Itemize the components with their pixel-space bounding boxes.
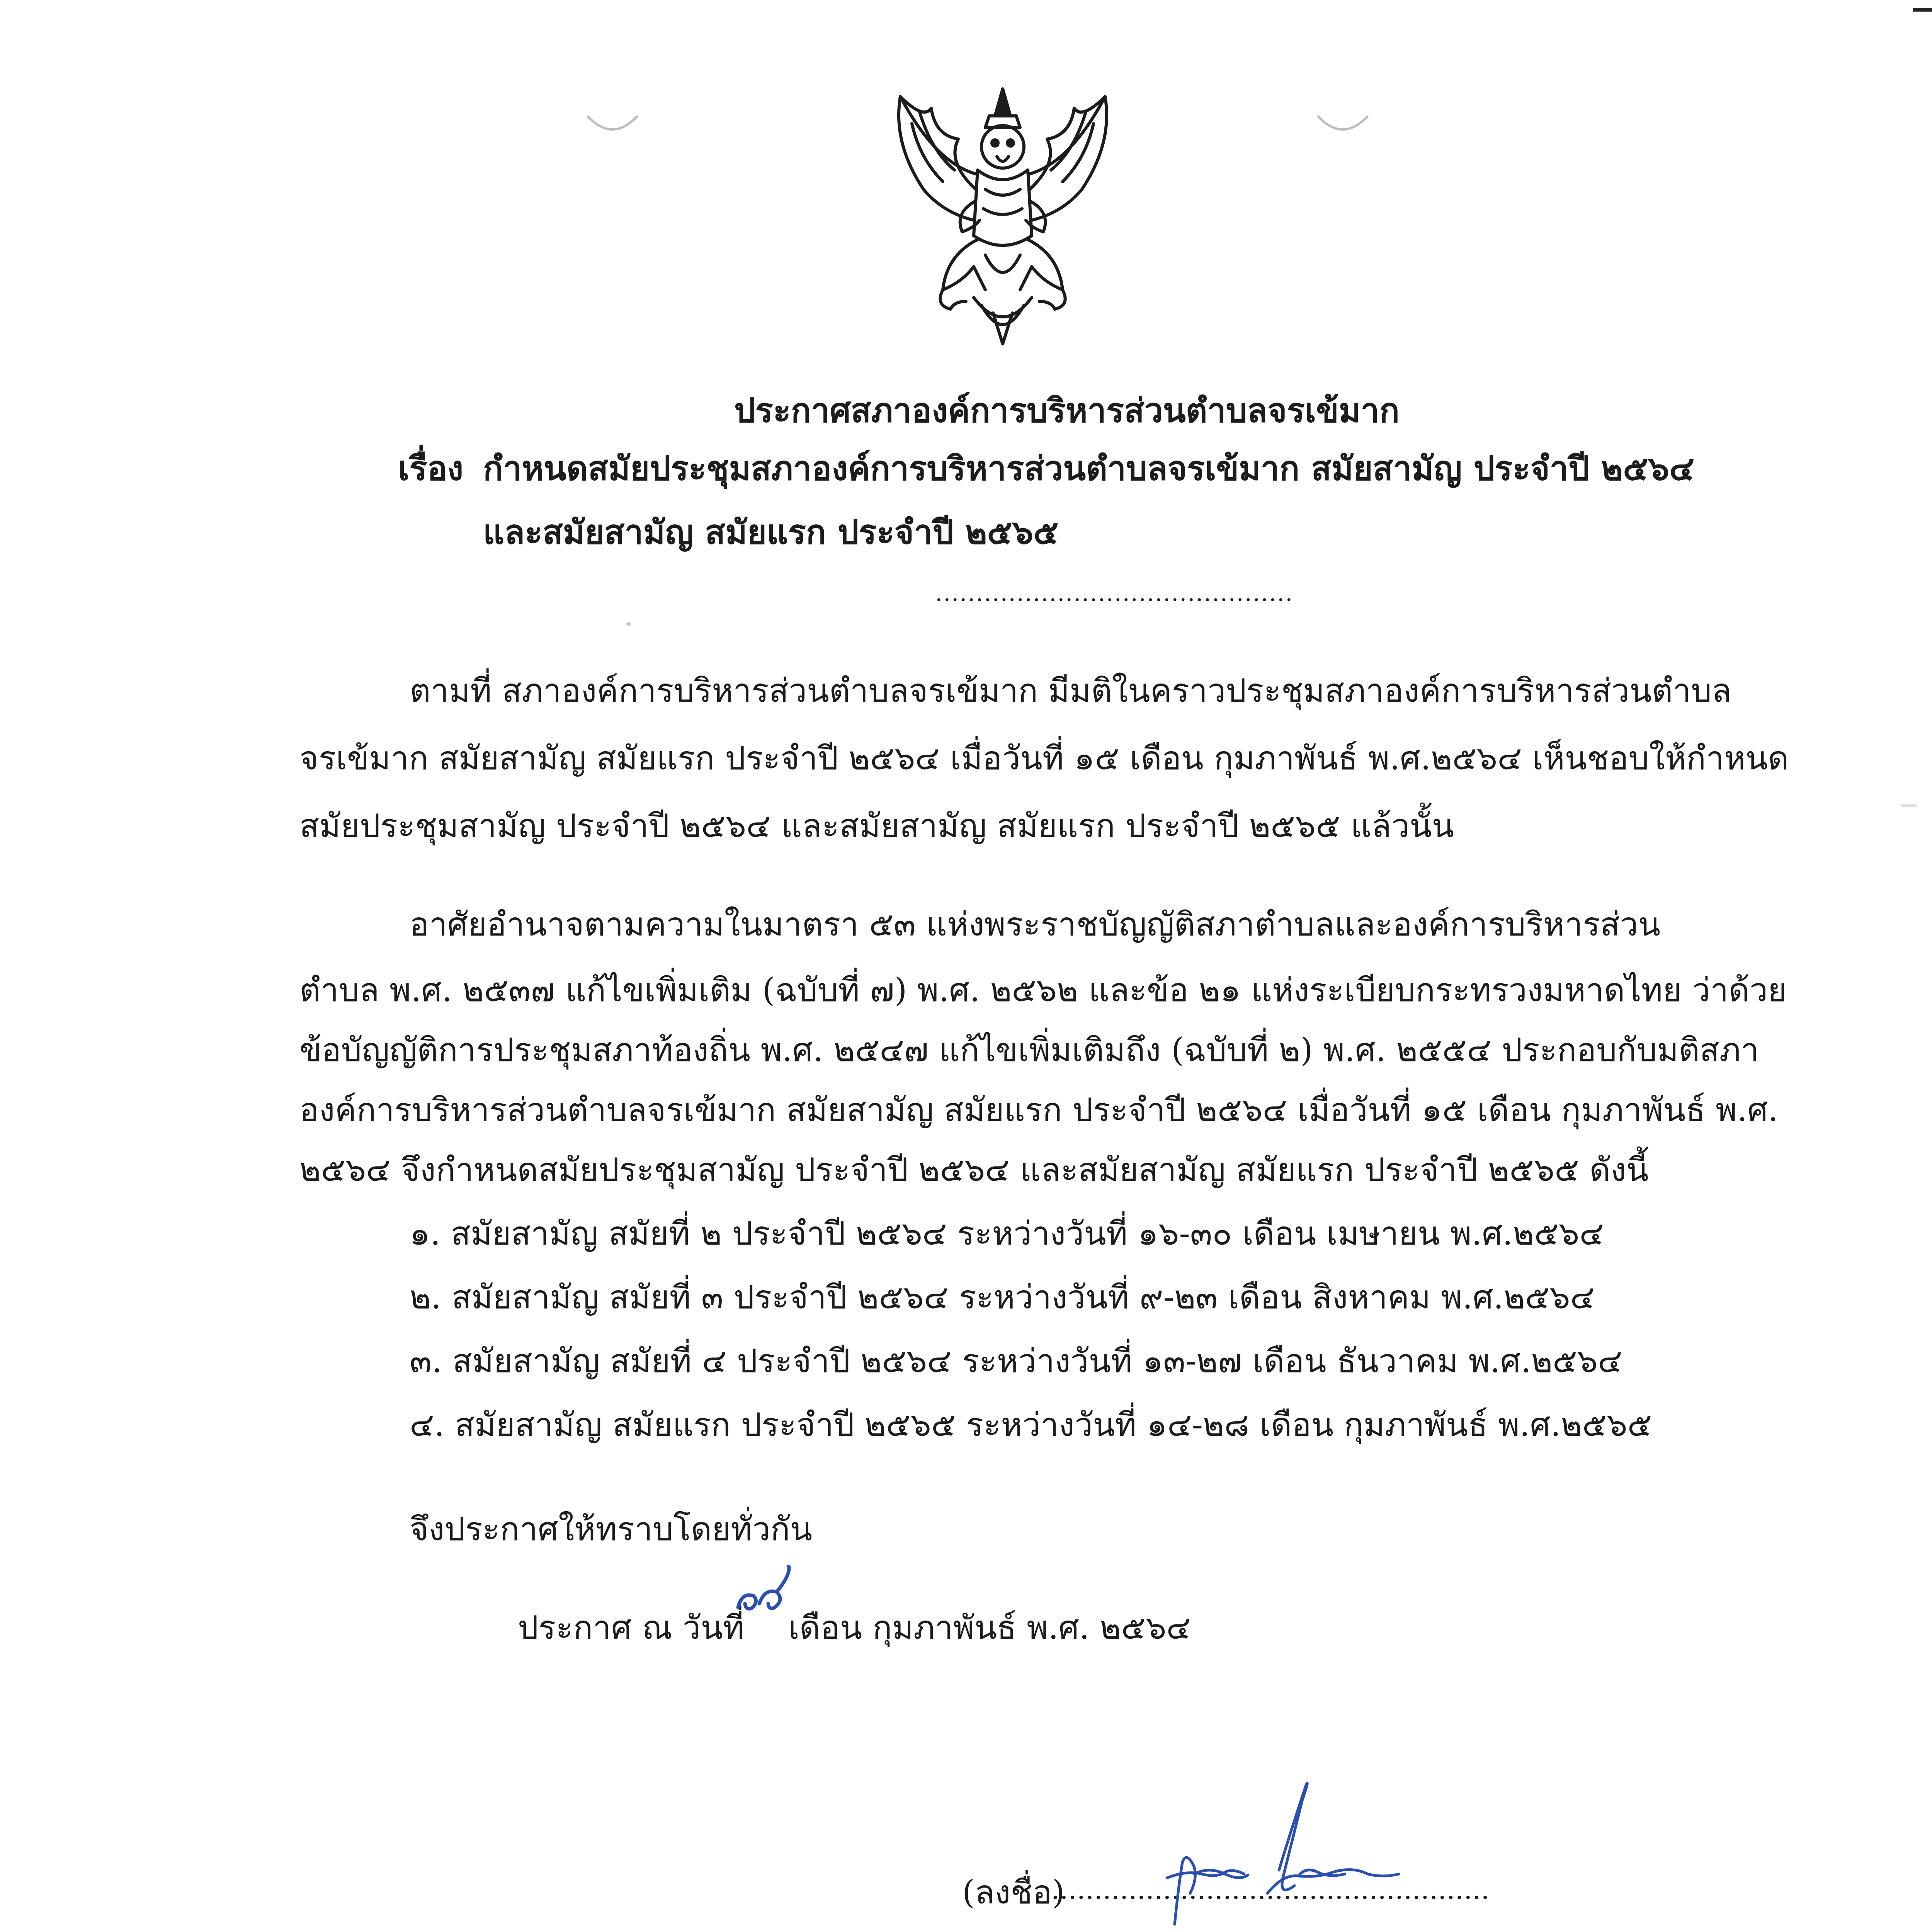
para2-line-4: องค์การบริหารส่วนตำบลจรเข้มาก สมัยสามัญ สมัยแรก ประจำปี ๒๕๖๔ เมื่อวันที่ ๑๕ เดือน กุมภาพันธ์ พ.ศ. [299, 1091, 1779, 1129]
para2-line-2: ตำบล พ.ศ. ๒๕๓๗ แก้ไขเพิ่มเติม (ฉบับที่ ๗) พ.ศ. ๒๕๖๒ และข้อ ๒๑ แห่งระเบียบกระทรวงมหาดไทย ว่าด้วย [299, 971, 1787, 1009]
handwritten-signature [1151, 1777, 1437, 1932]
scan-speck [626, 622, 631, 626]
session-item-4: ๔. สมัยสามัญ สมัยแรก ประจำปี ๒๕๖๕ ระหว่างวันที่ ๑๔-๒๘ เดือน กุมภาพันธ์ พ.ศ.๒๕๖๕ [410, 1406, 1652, 1444]
para2-line-5: ๒๕๖๔ จึงกำหนดสมัยประชุมสามัญ ประจำปี ๒๕๖๔ และสมัยสามัญ สมัยแรก ประจำปี ๒๕๖๕ ดังนี้ [299, 1151, 1649, 1189]
para1-line-2: จรเข้มาก สมัยสามัญ สมัยแรก ประจำปี ๒๕๖๔ เมื่อวันที่ ๑๕ เดือน กุมภาพันธ์ พ.ศ.๒๕๖๔ เห็นชอบให้กำหนด [299, 739, 1789, 777]
scan-edge-mark [1913, 8, 1932, 12]
signature-dots: ................................................... [1051, 1874, 1490, 1905]
document-title: ประกาศสภาองค์การบริหารส่วนตำบลจรเข้มาก [734, 391, 1400, 430]
session-item-3: ๓. สมัยสามัญ สมัยที่ ๔ ประจำปี ๒๕๖๔ ระหว่างวันที่ ๑๓-๒๗ เดือน ธันวาคม พ.ศ.๒๕๖๔ [410, 1342, 1622, 1380]
session-item-2: ๒. สมัยสามัญ สมัยที่ ๓ ประจำปี ๒๕๖๔ ระหว่างวันที่ ๙-๒๓ เดือน สิงหาคม พ.ศ.๒๕๖๔ [410, 1278, 1595, 1316]
hole-punch-mark-right [1314, 108, 1372, 139]
garuda-emblem-icon [877, 73, 1128, 352]
date-prefix: ประกาศ ณ วันที่ [518, 1609, 745, 1646]
subject-label: เรื่อง [398, 449, 464, 488]
session-item-1: ๑. สมัยสามัญ สมัยที่ ๒ ประจำปี ๒๕๖๔ ระหว่างวันที่ ๑๖-๓๐ เดือน เมษายน พ.ศ.๒๕๖๔ [410, 1214, 1604, 1252]
para2-line-3: ข้อบัญญัติการประชุมสภาท้องถิ่น พ.ศ. ๒๕๔๗ แก้ไขเพิ่มเติมถึง (ฉบับที่ ๒) พ.ศ. ๒๕๕๔ ประกอบกับมติสภา [299, 1031, 1759, 1069]
title-separator: ............................................ [935, 580, 1294, 607]
para1-line-1: ตามที่ สภาองค์การบริหารส่วนตำบลจรเข้มาก มีมติในคราวประชุมสภาองค์การบริหารส่วนตำบล [410, 672, 1732, 709]
subject-line-2: และสมัยสามัญ สมัยแรก ประจำปี ๒๕๖๕ [483, 513, 1059, 552]
closing-statement: จึงประกาศให้ทราบโดยทั่วกัน [410, 1510, 813, 1548]
hole-punch-mark-left [583, 108, 641, 139]
scan-speck [1901, 804, 1917, 807]
para2-line-1: อาศัยอำนาจตามความในมาตรา ๕๓ แห่งพระราชบัญญัติสภาตำบลและองค์การบริหารส่วน [410, 905, 1661, 943]
para1-line-3: สมัยประชุมสามัญ ประจำปี ๒๕๖๔ และสมัยสามัญ สมัยแรก ประจำปี ๒๕๖๕ แล้วนั้น [299, 807, 1454, 845]
subject-line-1: กำหนดสมัยประชุมสภาองค์การบริหารส่วนตำบลจรเข้มาก สมัยสามัญ ประจำปี ๒๕๖๔ [483, 449, 1695, 488]
signature-prefix: (ลงชื่อ) [962, 1873, 1065, 1911]
date-suffix: เดือน กุมภาพันธ์ พ.ศ. ๒๕๖๔ [788, 1609, 1191, 1646]
